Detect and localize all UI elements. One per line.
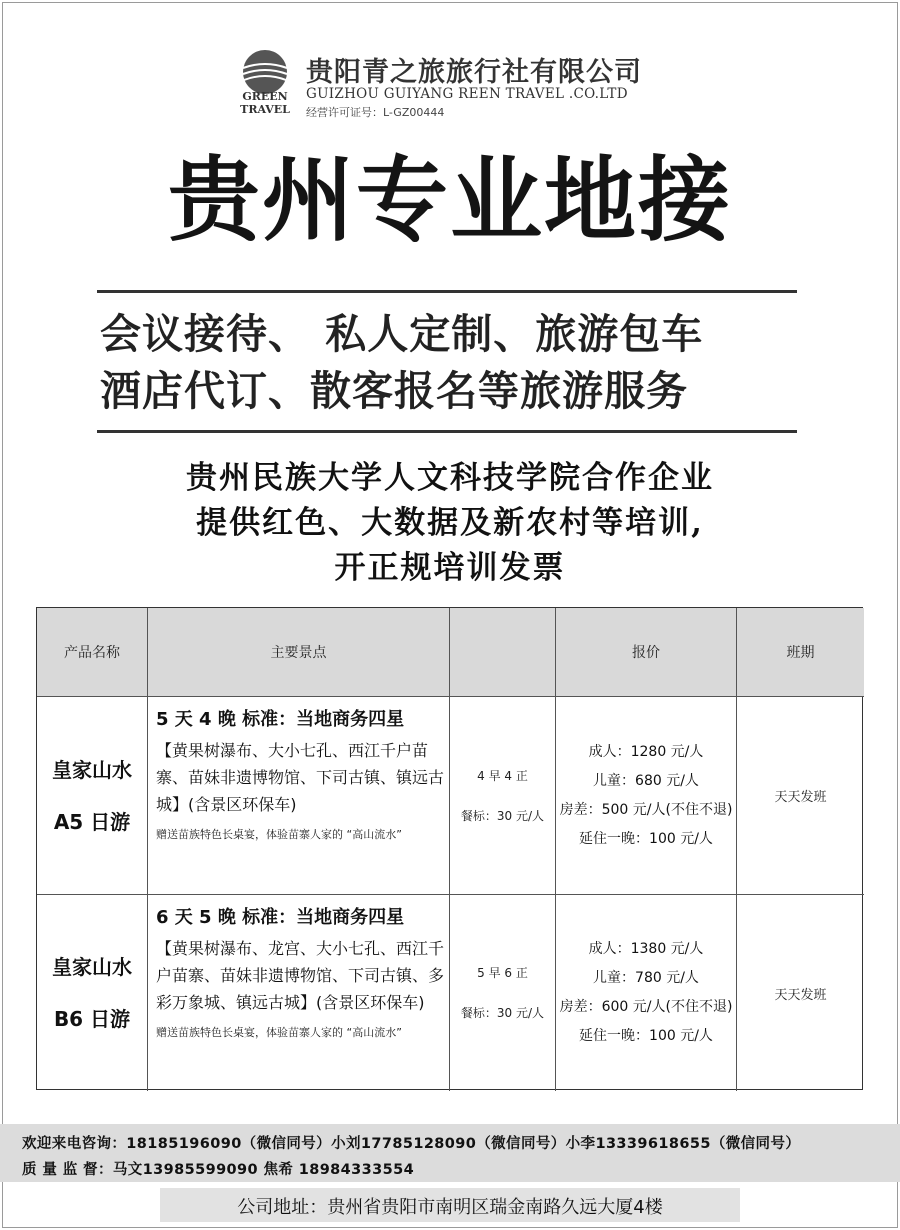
divider-bottom: [97, 430, 797, 433]
company-header: [234, 46, 674, 122]
quality-supervision: 质 量 监 督：马文13985599090 焦希 18984333554: [22, 1162, 415, 1178]
header-schedule: 班期: [737, 608, 864, 697]
table-row-2-spots: [148, 895, 450, 1091]
price-child: 儿童：780 元/人: [593, 970, 699, 986]
service-line-1: 会议接待、 私人定制、旅游包车: [100, 310, 704, 358]
table-row-2-name: [37, 895, 148, 1091]
price-extend-night: 延住一晚：100 元/人: [579, 1028, 713, 1044]
cooperation-block: [0, 456, 900, 591]
license-number: 经营许可证号：L-GZ00444: [306, 106, 445, 119]
service-line-2: 酒店代订、散客报名等旅游服务: [100, 367, 688, 415]
header-main-spots: 主要景点: [148, 608, 450, 697]
table-row-2-price: [556, 895, 737, 1091]
itinerary-gift: 赠送苗族特色长桌宴，体验苗寨人家的 “高山流水”: [156, 1026, 402, 1039]
price-room-diff: 房差：600 元/人(不住不退): [559, 999, 733, 1015]
table-row-2-schedule: [737, 895, 864, 1091]
cooperation-line-1: 贵州民族大学人文科技学院合作企业: [186, 460, 714, 496]
logo-text-green: GREEN: [242, 90, 288, 103]
company-name-cn: 贵阳青之旅旅行社有限公司: [306, 57, 642, 88]
schedule-text: 天天发班: [774, 790, 827, 805]
contact-phones: 欢迎来电咨询：18185196090（微信同号）小刘17785128090（微信同号）小李13339618655（微信同号）: [22, 1136, 801, 1152]
meal-standard: 餐标：30 元/人: [460, 808, 545, 823]
price-room-diff: 房差：500 元/人(不住不退): [559, 801, 733, 818]
header-price: 报价: [556, 608, 737, 697]
cooperation-line-3: 开正规培训发票: [334, 550, 566, 586]
itinerary-spots: 【黄果树瀑布、大小七孔、西江千户苗寨、苗妹非遗博物馆、下司古镇、镇远古城】(含景区环保车): [156, 741, 445, 814]
product-code: B6 日游: [53, 1007, 131, 1031]
table-row-2-meals: [450, 895, 556, 1091]
main-title: 贵州专业地接: [167, 147, 732, 254]
schedule-text: 天天发班: [774, 987, 827, 1003]
price-adult: 成人：1380 元/人: [588, 941, 704, 957]
price-adult: 成人：1280 元/人: [588, 743, 704, 760]
meal-count: 5 早 6 正: [477, 966, 528, 980]
company-name-en: GUIZHOU GUIYANG REEN TRAVEL .CO.LTD: [306, 86, 628, 102]
meal-standard: 餐标：30 元/人: [460, 1006, 545, 1020]
product-code: A5 日游: [53, 809, 131, 834]
table-row-1-name: [37, 697, 148, 895]
table-row-1-meals: [450, 697, 556, 895]
header-meals: [450, 608, 556, 697]
table-row-1-price: [556, 697, 737, 895]
green-travel-logo-icon: [234, 46, 296, 118]
table-row-1-spots: [148, 697, 450, 895]
price-extend-night: 延住一晚：100 元/人: [579, 830, 713, 847]
product-table: [36, 607, 863, 1090]
company-address: 公司地址：贵州省贵阳市南明区瑞金南路久远大厦4楼: [237, 1197, 663, 1218]
itinerary-spots: 【黄果树瀑布、龙宫、大小七孔、西江千户苗寨、苗妹非遗博物馆、下司古镇、多彩万象城、镇远古城】(含景区环保车): [156, 939, 445, 1012]
price-child: 儿童：680 元/人: [593, 772, 699, 789]
services-block: [100, 306, 810, 420]
itinerary-gift: 赠送苗族特色长桌宴，体验苗寨人家的 “高山流水”: [156, 828, 402, 841]
table-row-1-schedule: [737, 697, 864, 895]
product-name: 皇家山水: [52, 955, 132, 979]
header-product-name: 产品名称: [37, 608, 148, 697]
product-name: 皇家山水: [52, 757, 132, 782]
itinerary-standard: 5 天 4 晚 标准：当地商务四星: [156, 709, 405, 730]
divider-top: [97, 290, 797, 293]
cooperation-line-2: 提供红色、大数据及新农村等培训,: [196, 505, 704, 541]
itinerary-standard: 6 天 5 晚 标准：当地商务四星: [156, 907, 405, 928]
logo-text-travel: TRAVEL: [240, 103, 290, 116]
meal-count: 4 早 4 正: [477, 768, 528, 783]
